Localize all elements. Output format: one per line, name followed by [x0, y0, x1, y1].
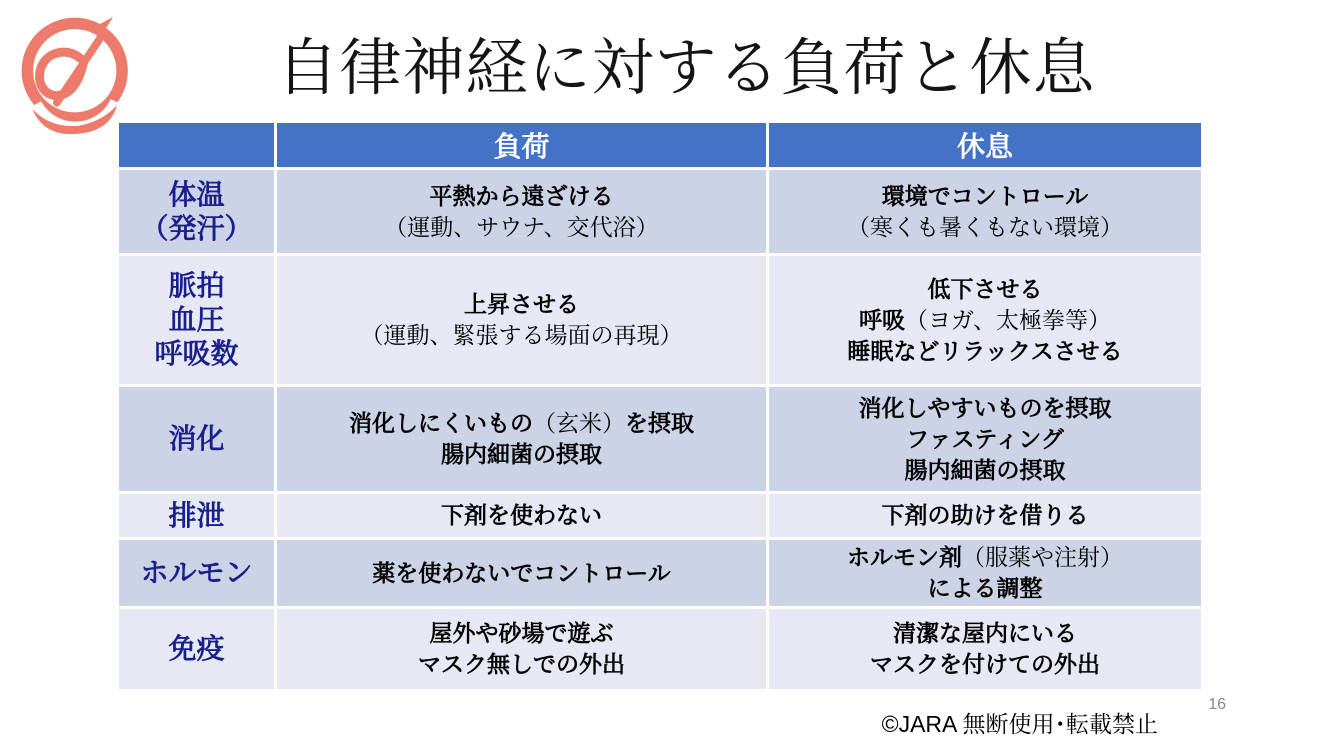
regular-text-run: （寒くも暑くもない環境）: [847, 213, 1123, 240]
bold-text-run: 下剤の助けを借りる: [881, 502, 1089, 528]
corner-header-cell: [119, 123, 274, 167]
cell-line: [773, 542, 1197, 573]
load-cell: [277, 609, 766, 689]
page-number: 16: [1208, 696, 1226, 713]
bold-text-run: 下剤を使わない: [441, 502, 602, 528]
regular-text-run: （運動、サウナ、交代浴）: [384, 213, 659, 240]
row-label-line: （発汗）: [140, 212, 253, 244]
cell-line: [773, 573, 1197, 604]
table-row: [119, 170, 1201, 253]
rest-cell: [769, 170, 1201, 253]
rest-cell: [769, 540, 1201, 606]
load-cell: [277, 540, 766, 606]
row-label: [119, 609, 274, 689]
table-row: [119, 540, 1201, 606]
cell-line: [281, 181, 762, 212]
regular-text-run: （服薬や注射）: [962, 544, 1123, 570]
bold-text-run: 呼吸: [858, 306, 905, 333]
load-cell: [277, 170, 766, 253]
rest-cell: [769, 609, 1201, 689]
cell-line: [281, 649, 762, 680]
bold-text-run: 腸内細菌の摂取: [441, 441, 602, 467]
row-label-line: 体温: [168, 178, 225, 210]
bold-text-run: 上昇させる: [464, 291, 579, 317]
copyright-notice: ©JARA 無断使用･転載禁止: [881, 711, 1158, 737]
cell-line: [281, 618, 762, 649]
row-label-line: 免疫: [168, 633, 225, 664]
bold-text-run: ファスティング: [906, 425, 1064, 452]
cell-line: [281, 439, 762, 470]
table-body: [119, 170, 1201, 689]
cell-line: [281, 212, 762, 243]
cell-line: [773, 274, 1197, 305]
row-label-line: 消化: [168, 423, 225, 454]
cell-line: [773, 649, 1197, 680]
cell-line: [773, 212, 1197, 243]
regular-text-run: （玄米）: [533, 410, 625, 436]
bold-text-run: 睡眠などリラックスさせる: [847, 337, 1123, 364]
row-label: [119, 387, 274, 491]
row-label: [119, 540, 274, 606]
table-row: [119, 256, 1201, 384]
bold-text-run: を摂取: [625, 410, 694, 436]
row-label: [119, 170, 274, 253]
cell-line: [773, 393, 1197, 424]
bold-text-run: マスクを付けての外出: [870, 651, 1100, 677]
rest-cell: [769, 256, 1201, 384]
cell-line: [281, 289, 762, 320]
rest-cell: [769, 494, 1201, 537]
bold-text-run: 消化しやすいものを摂取: [858, 394, 1112, 421]
bold-text-run: 腸内細菌の摂取: [904, 456, 1066, 483]
table-row: [119, 609, 1201, 689]
bold-text-run: 薬を使わないでコントロール: [372, 559, 671, 586]
header-row: [119, 123, 1201, 167]
bold-text-run: 屋外や砂場で遊ぶ: [429, 620, 614, 646]
cell-line: [281, 320, 762, 351]
cell-line: [281, 500, 762, 531]
row-label: [119, 494, 274, 537]
cell-line: [773, 500, 1197, 531]
bold-text-run: による調整: [927, 575, 1043, 601]
cell-line: [281, 558, 762, 589]
row-label: [119, 256, 274, 384]
bold-text-run: 環境でコントロール: [881, 182, 1089, 209]
load-header-cell: 負荷: [277, 123, 766, 167]
row-label-line: ホルモン: [140, 557, 253, 588]
cell-line: [773, 455, 1197, 486]
bold-text-run: 清潔な屋内にいる: [893, 620, 1077, 646]
table-row: [119, 387, 1201, 491]
regular-text-run: （運動、緊張する場面の再現）: [360, 322, 683, 348]
cell-line: [773, 336, 1197, 367]
row-label-line: 血圧: [168, 304, 225, 335]
bold-text-run: 平熱から遠ざける: [429, 182, 614, 209]
row-label-line: 呼吸数: [154, 338, 239, 369]
table-row: [119, 494, 1201, 537]
cell-line: [773, 305, 1197, 336]
cell-line: [281, 408, 762, 439]
rest-header-cell: 休息: [769, 123, 1201, 167]
bold-text-run: マスク無しでの外出: [418, 651, 625, 677]
bold-text-run: 消化しにくいもの: [349, 410, 533, 436]
cell-line: [773, 618, 1197, 649]
slide-title: 自律神経に対する負荷と休息: [276, 34, 1096, 103]
regular-text-run: （ヨガ、太極拳等）: [904, 306, 1112, 333]
cell-line: [773, 424, 1197, 455]
load-cell: [277, 494, 766, 537]
rest-cell: [769, 387, 1201, 491]
bold-text-run: ホルモン剤: [847, 544, 962, 570]
row-label-line: 脈拍: [168, 270, 225, 301]
bold-text-run: 低下させる: [927, 275, 1043, 302]
autonomic-load-rest-table: [116, 120, 1204, 692]
load-cell: [277, 387, 766, 491]
row-label-line: 排泄: [168, 499, 225, 531]
cell-line: [773, 181, 1197, 212]
load-cell: [277, 256, 766, 384]
